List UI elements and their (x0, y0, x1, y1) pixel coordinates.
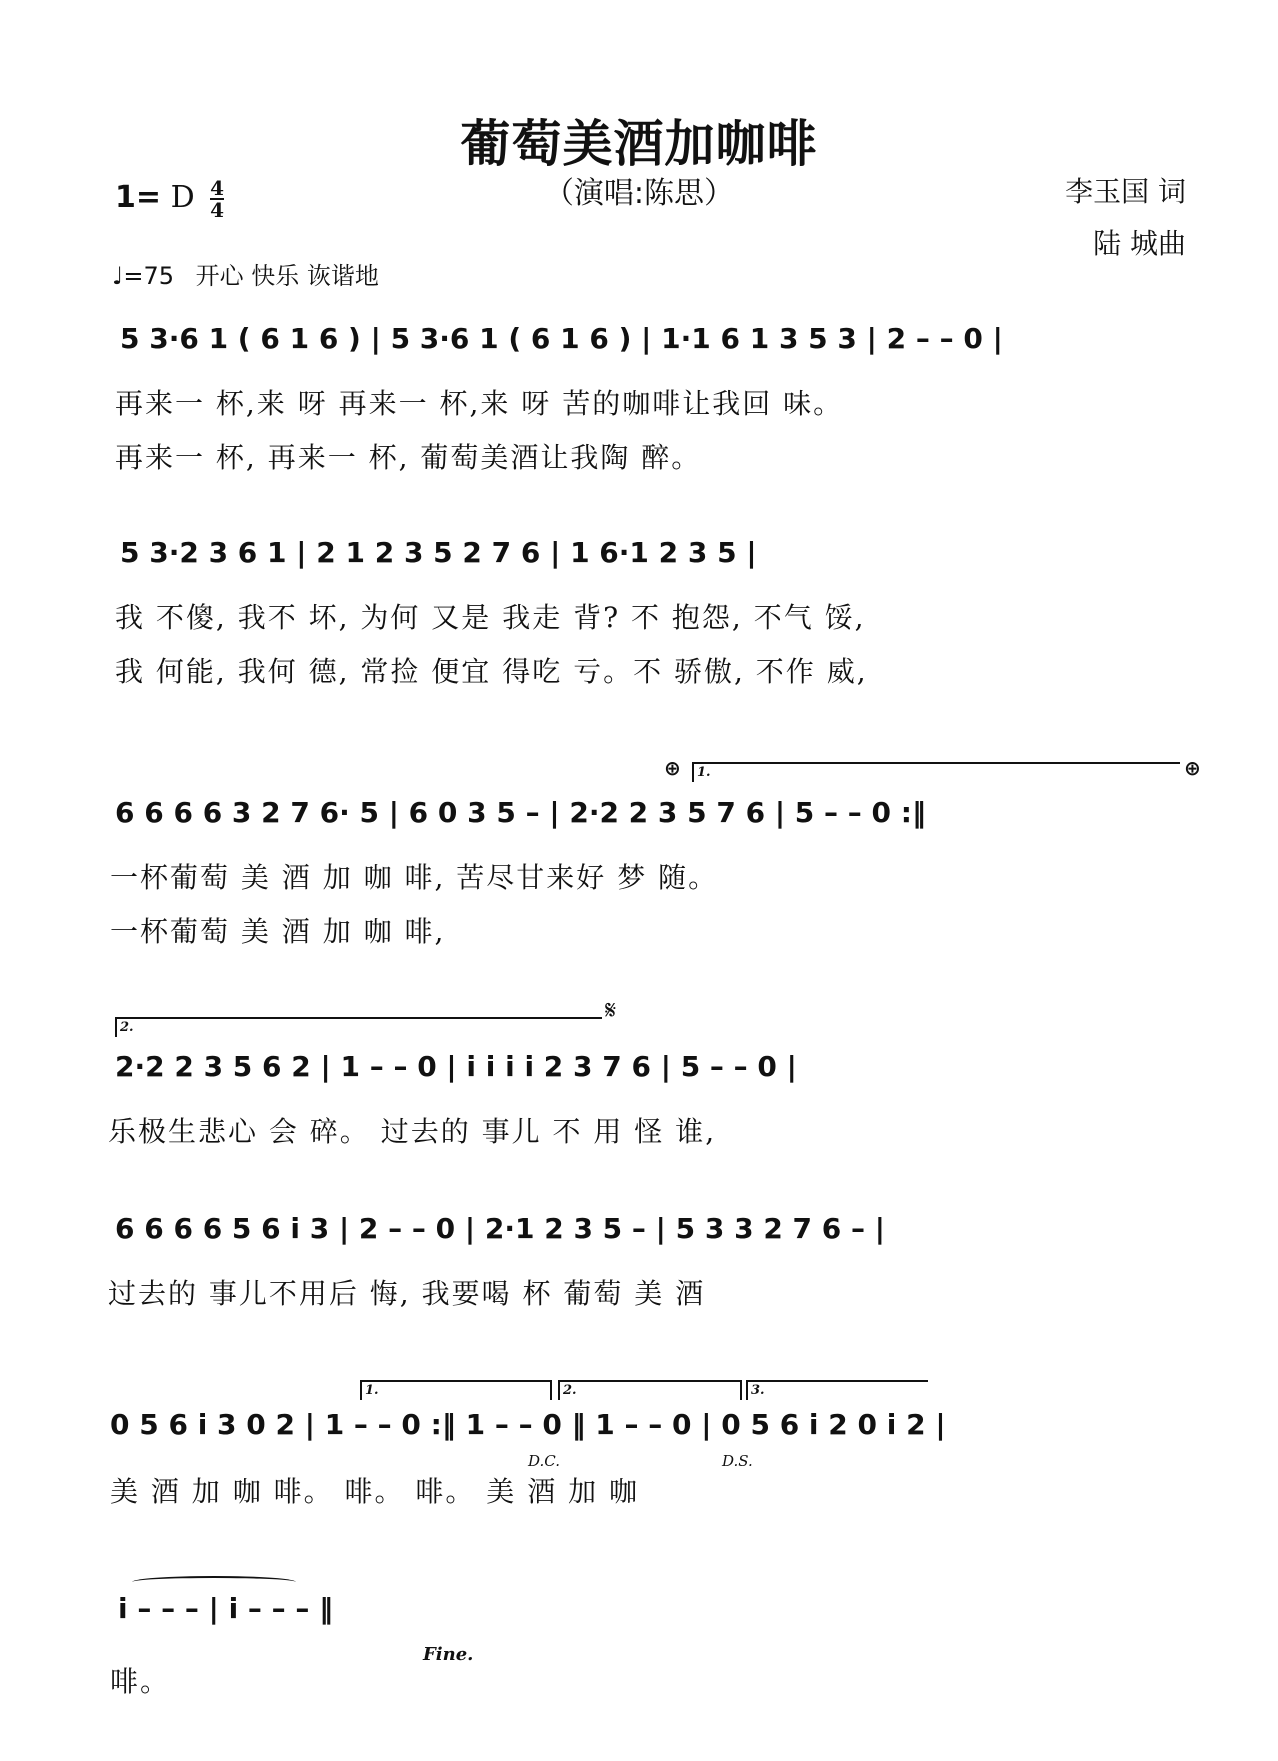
coda-icon: ⊕ (1184, 756, 1201, 780)
lyric-line-2-verse-1: 我 不傻, 我不 坏, 为何 又是 我走 背? 不 抱怨, 不气 馁, (115, 601, 866, 634)
score-row-6-notes (110, 1408, 946, 1441)
key-signature (115, 178, 224, 220)
composer-credit: 陆 城曲 (1093, 227, 1186, 260)
tempo-marking (112, 256, 379, 291)
notation-text: i – – – | i – – – ‖ (118, 1592, 334, 1625)
singer-credit: （演唱:陈思） (543, 176, 735, 211)
coda-icon: ⊕ (664, 756, 681, 780)
time-denominator: 4 (210, 198, 225, 222)
volta-label: 2. (120, 1020, 134, 1035)
volta-bracket-ending-2 (558, 1380, 742, 1400)
score-row-7-notes (118, 1592, 333, 1625)
da-capo-marking: D.C. (528, 1452, 560, 1470)
lyric-line-3-verse-2: 一杯葡萄 美 酒 加 咖 啡, (110, 915, 446, 948)
notation-text: 2·2 2 3 5 6 2 | 1 – – 0 | i i i i 2 3 7 6 | 5 – – 0 | (115, 1050, 797, 1083)
segno-icon: 𝄋 (605, 996, 617, 1026)
volta-bracket-ending-3 (746, 1380, 928, 1400)
lyric-line-7: 啡。 (110, 1665, 171, 1698)
lyric-line-1-verse-1: 再来一 杯,来 呀 再来一 杯,来 呀 苦的咖啡让我回 味。 (115, 387, 844, 420)
volta-label: 2. (563, 1383, 577, 1398)
fine-marking: Fine. (423, 1644, 474, 1665)
volta-label: 3. (751, 1383, 765, 1398)
song-title: 葡萄美酒加咖啡 (460, 114, 818, 173)
notation-text: 5 3·2 3 6 1 | 2 1 2 3 5 2 7 6 | 1 6·1 2 3 5 | (120, 536, 757, 569)
notation-text: 0 5 6 i 3 0 2 | 1 – – 0 :‖ 1 – – 0 ‖ 1 – – 0 | 0 5 6 i 2 0 i 2 | (110, 1408, 946, 1441)
tie-arc (132, 1576, 296, 1588)
volta-bracket-1 (692, 762, 1180, 782)
lyric-line-3-verse-1: 一杯葡萄 美 酒 加 咖 啡, 苦尽甘来好 梦 随。 (110, 861, 719, 894)
expression-text: 开心 快乐 诙谐地 (195, 262, 379, 290)
lyric-line-6: 美 酒 加 咖 啡。 啡。 啡。 美 酒 加 咖 (110, 1475, 640, 1508)
dal-segno-marking: D.S. (722, 1452, 753, 1470)
tempo-value: =75 (123, 262, 174, 290)
time-numerator: 4 (210, 176, 225, 200)
key-note: D (170, 180, 195, 215)
volta-label: 1. (697, 765, 711, 780)
score-row-3-notes (115, 796, 926, 829)
score-row-4-notes (115, 1050, 797, 1083)
score-row-5-notes (115, 1212, 885, 1245)
score-row-2-notes (120, 536, 757, 569)
volta-bracket-ending-1 (360, 1380, 552, 1400)
lyric-line-2-verse-2: 我 何能, 我何 德, 常捡 便宜 得吃 亏。不 骄傲, 不作 威, (115, 655, 868, 688)
lyric-line-5: 过去的 事儿不用后 悔, 我要喝 杯 葡萄 美 酒 (108, 1277, 706, 1310)
volta-bracket-2 (115, 1017, 602, 1037)
time-signature (210, 178, 224, 220)
key-prefix: 1= (115, 180, 162, 215)
score-row-1-notes (120, 322, 1003, 355)
quarter-note-icon: ♩ (112, 262, 124, 290)
notation-text: 5 3·6 1 ( 6 1 6 ) | 5 3·6 1 ( 6 1 6 ) | 1·1 6 1 3 5 3 | 2 – – 0 | (120, 322, 1003, 355)
lyric-line-1-verse-2: 再来一 杯, 再来一 杯, 葡萄美酒让我陶 醉。 (115, 441, 702, 474)
volta-label: 1. (365, 1383, 379, 1398)
notation-text: 6 6 6 6 5 6 i 3 | 2 – – 0 | 2·1 2 3 5 – | 5 3 3 2 7 6 – | (115, 1212, 885, 1245)
lyricist-credit: 李玉国 词 (1065, 175, 1186, 208)
notation-text: 6 6 6 6 3 2 7 6· 5 | 6 0 3 5 – | 2·2 2 3 5 7 6 | 5 – – 0 :‖ (115, 796, 926, 829)
lyric-line-4: 乐极生悲心 会 碎。 过去的 事儿 不 用 怪 谁, (108, 1115, 717, 1148)
